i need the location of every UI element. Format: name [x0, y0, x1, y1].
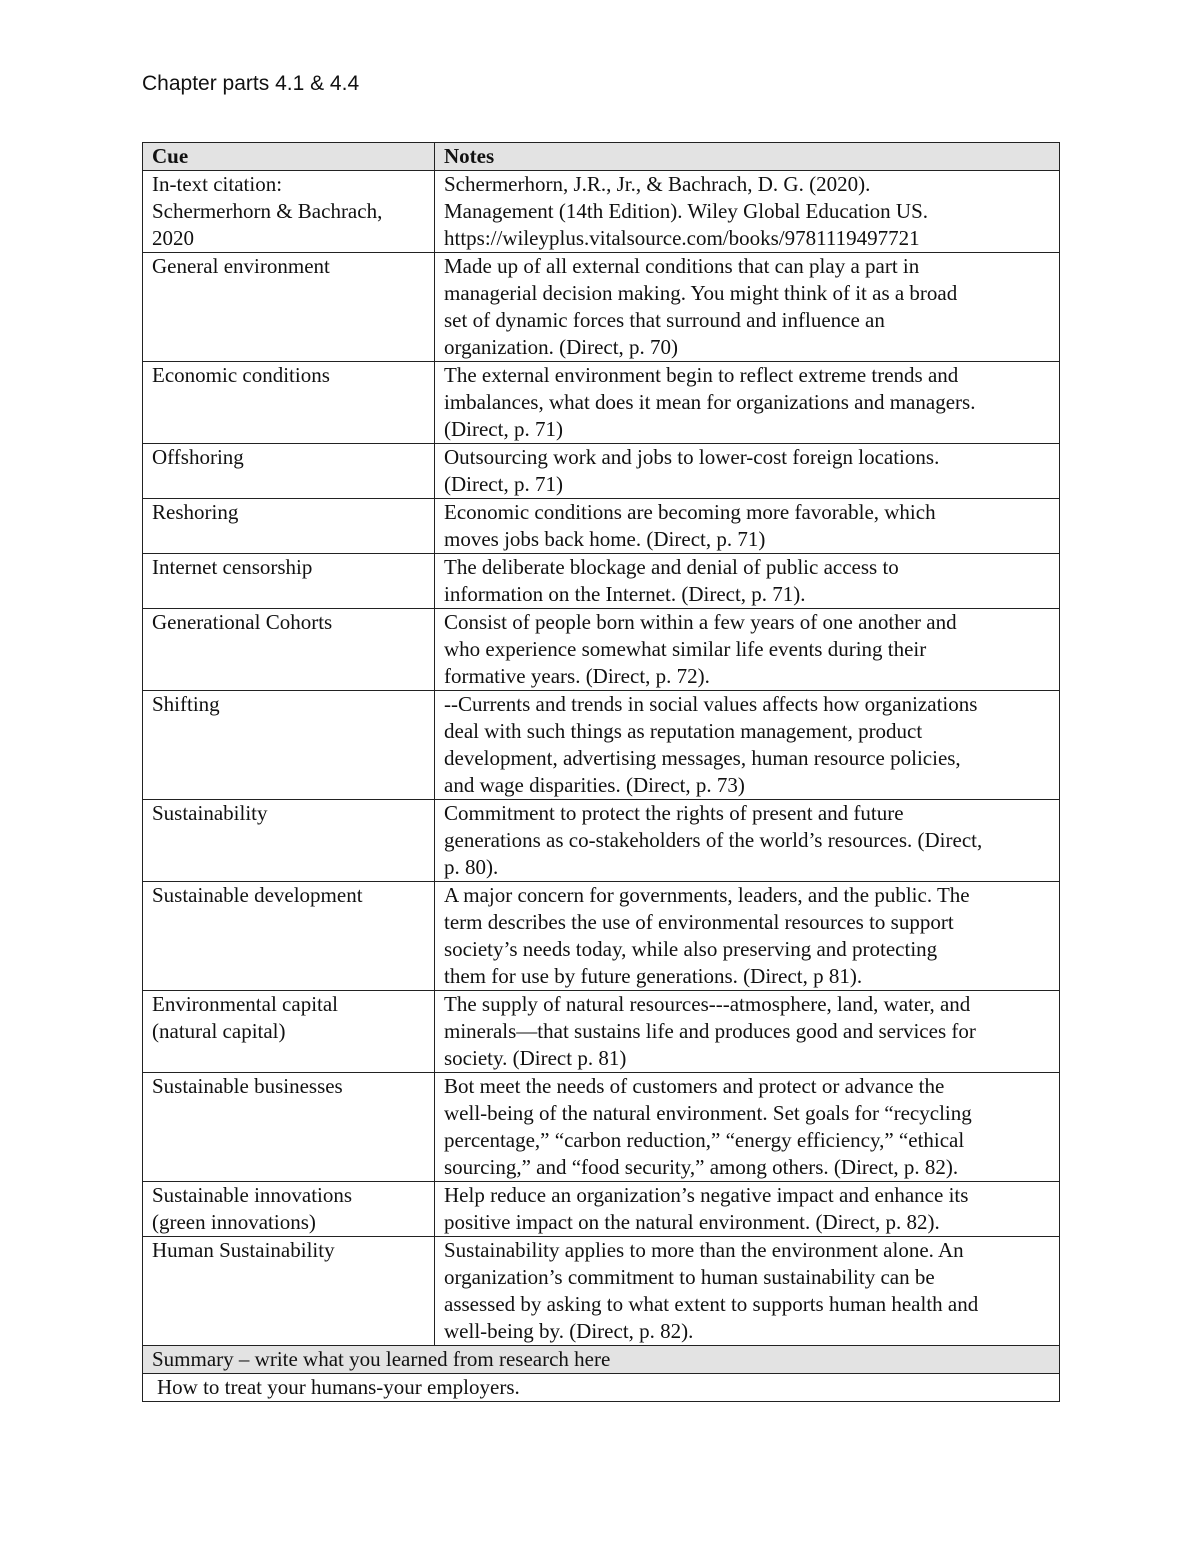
cue-text-line: Economic conditions [152, 363, 330, 387]
cue-text-line: Environmental capital [152, 992, 339, 1016]
cue-text-line: Shifting [152, 692, 220, 716]
notes-text-line: Management (14th Edition). Wiley Global Education US. [444, 199, 929, 223]
table-row [143, 991, 1060, 1073]
notes-text-line: well-being of the natural environment. Set goals for “recycling [444, 1101, 972, 1125]
notes-text-line: https://wileyplus.vitalsource.com/books/9781119497721 [444, 226, 920, 250]
notes-cell [435, 499, 1060, 554]
cue-text-line: Sustainable development [152, 883, 363, 907]
page-title: Chapter parts 4.1 & 4.4 [142, 72, 360, 95]
cue-cell [143, 691, 435, 800]
summary-label: Summary – write what you learned from research here [143, 1346, 1060, 1374]
cue-cell [143, 800, 435, 882]
notes-text-line: sourcing,” and “food security,” among others. (Direct, p. 82). [444, 1155, 959, 1179]
table-row [143, 362, 1060, 444]
notes-text-line: information on the Internet. (Direct, p. 71). [444, 582, 806, 606]
notes-text-line: and wage disparities. (Direct, p. 73) [444, 773, 745, 797]
table-row [143, 554, 1060, 609]
notes-text-line: term describes the use of environmental resources to support [444, 910, 954, 934]
notes-cell [435, 800, 1060, 882]
table-row [143, 444, 1060, 499]
cue-cell [143, 1237, 435, 1346]
notes-cell [435, 991, 1060, 1073]
cue-text-line: Sustainability [152, 801, 268, 825]
notes-text-line: society. (Direct p. 81) [444, 1046, 627, 1070]
cue-cell [143, 499, 435, 554]
notes-text-line: Economic conditions are becoming more favorable, which [444, 500, 936, 524]
cue-text-line: Sustainable innovations [152, 1183, 353, 1207]
notes-cell [435, 1073, 1060, 1182]
cue-cell [143, 991, 435, 1073]
table-row [143, 1182, 1060, 1237]
cue-cell [143, 171, 435, 253]
cue-text-line: In-text citation: [152, 172, 283, 196]
notes-text-line: set of dynamic forces that surround and influence an [444, 308, 885, 332]
cue-cell [143, 362, 435, 444]
notes-cell [435, 444, 1060, 499]
notes-text-line: The external environment begin to reflect extreme trends and [444, 363, 959, 387]
notes-cell [435, 609, 1060, 691]
notes-cell [435, 1182, 1060, 1237]
table-row [143, 609, 1060, 691]
table-row [143, 171, 1060, 253]
notes-text-line: society’s needs today, while also preserving and protecting [444, 937, 938, 961]
cue-text-line: Schermerhorn & Bachrach, [152, 199, 383, 223]
notes-text-line: positive impact on the natural environment. (Direct, p. 82). [444, 1210, 940, 1234]
cue-text-line: General environment [152, 254, 330, 278]
notes-text-line: percentage,” “carbon reduction,” “energy efficiency,” “ethical [444, 1128, 965, 1152]
cue-text-line: Reshoring [152, 500, 239, 524]
cue-text-line: Sustainable businesses [152, 1074, 343, 1098]
cue-text-line: Generational Cohorts [152, 610, 333, 634]
table-row [143, 253, 1060, 362]
notes-text-line: Schermerhorn, J.R., Jr., & Bachrach, D. G. (2020). [444, 172, 871, 196]
notes-text-line: well-being by. (Direct, p. 82). [444, 1319, 694, 1343]
notes-text-line: development, advertising messages, human resource policies, [444, 746, 961, 770]
table-row [143, 499, 1060, 554]
table-row [143, 691, 1060, 800]
cue-text-line: (natural capital) [152, 1019, 286, 1043]
cue-cell [143, 554, 435, 609]
table-row [143, 800, 1060, 882]
notes-column-header: Notes [435, 143, 1060, 171]
cue-text-line: Offshoring [152, 445, 244, 469]
table-row [143, 1073, 1060, 1182]
notes-text-line: The supply of natural resources---atmosphere, land, water, and [444, 992, 971, 1016]
cue-text-line: Internet censorship [152, 555, 313, 579]
table-body [143, 171, 1060, 1346]
cue-cell [143, 1073, 435, 1182]
notes-text-line: Commitment to protect the rights of present and future [444, 801, 904, 825]
notes-cell [435, 691, 1060, 800]
notes-text-line: Bot meet the needs of customers and protect or advance the [444, 1074, 945, 1098]
notes-text-line: them for use by future generations. (Direct, p 81). [444, 964, 863, 988]
cornell-notes-table [142, 142, 1060, 1402]
notes-text-line: moves jobs back home. (Direct, p. 71) [444, 527, 766, 551]
table-row [143, 1237, 1060, 1346]
cue-text-line: (green innovations) [152, 1210, 316, 1234]
notes-cell [435, 362, 1060, 444]
notes-text-line: p. 80). [444, 855, 499, 879]
notes-text-line: imbalances, what does it mean for organizations and managers. [444, 390, 976, 414]
notes-text-line: formative years. (Direct, p. 72). [444, 664, 710, 688]
notes-cell [435, 1237, 1060, 1346]
notes-text-line: --Currents and trends in social values affects how organizations [444, 692, 978, 716]
cue-cell [143, 882, 435, 991]
notes-cell [435, 171, 1060, 253]
cue-cell [143, 1182, 435, 1237]
notes-text-line: organization. (Direct, p. 70) [444, 335, 679, 359]
notes-text-line: Sustainability applies to more than the environment alone. An [444, 1238, 964, 1262]
notes-text-line: Consist of people born within a few years of one another and [444, 610, 957, 634]
notes-text-line: organization’s commitment to human sustainability can be [444, 1265, 935, 1289]
cue-cell [143, 444, 435, 499]
notes-cell [435, 882, 1060, 991]
notes-text-line: deal with such things as reputation management, product [444, 719, 923, 743]
notes-text-line: Help reduce an organization’s negative impact and enhance its [444, 1183, 969, 1207]
notes-text-line: A major concern for governments, leaders, and the public. The [444, 883, 970, 907]
notes-text-line: assessed by asking to what extent to supports human health and [444, 1292, 979, 1316]
notes-cell [435, 554, 1060, 609]
summary-section [143, 1346, 1060, 1402]
cue-column-header: Cue [143, 143, 435, 171]
notes-text-line: (Direct, p. 71) [444, 417, 563, 441]
notes-text-line: generations as co-stakeholders of the world’s resources. (Direct, [444, 828, 983, 852]
notes-text-line: The deliberate blockage and denial of public access to [444, 555, 899, 579]
notes-text-line: managerial decision making. You might think of it as a broad [444, 281, 958, 305]
cue-text-line: Human Sustainability [152, 1238, 335, 1262]
cue-cell [143, 609, 435, 691]
notes-text-line: minerals—that sustains life and produces good and services for [444, 1019, 976, 1043]
summary-text: How to treat your humans-your employers. [143, 1374, 1060, 1402]
notes-text-line: Outsourcing work and jobs to lower-cost foreign locations. [444, 445, 940, 469]
cue-text-line: 2020 [152, 226, 194, 250]
notes-text-line: who experience somewhat similar life events during their [444, 637, 927, 661]
summary-label-row [143, 1346, 1060, 1374]
cue-cell [143, 253, 435, 362]
table-header-row [143, 143, 1060, 171]
notes-cell [435, 253, 1060, 362]
notes-text-line: (Direct, p. 71) [444, 472, 563, 496]
notes-text-line: Made up of all external conditions that can play a part in [444, 254, 920, 278]
summary-text-row [143, 1374, 1060, 1402]
table-row [143, 882, 1060, 991]
